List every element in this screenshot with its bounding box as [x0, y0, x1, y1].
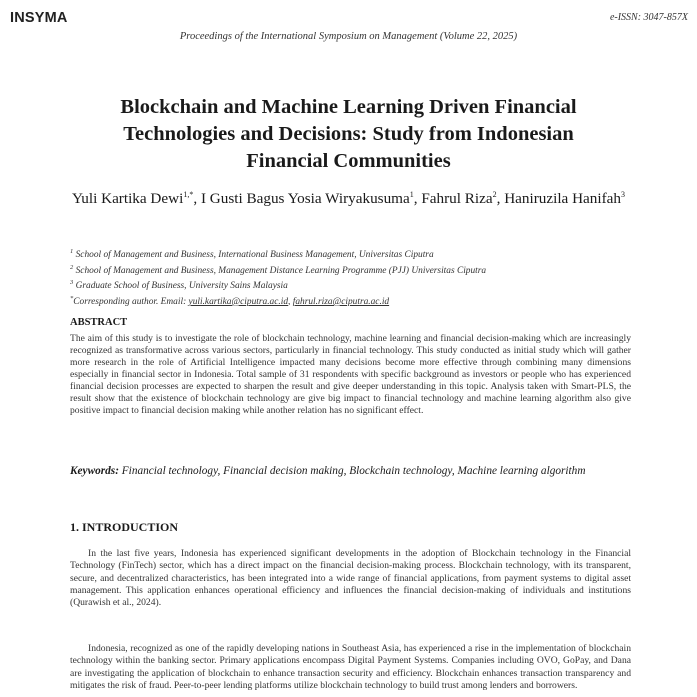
body-paragraph: In the last five years, Indonesia has experienced significant developments in the adoption of Blockchain technology in the Financial Technology (FinTech) sector, which has a direct impact on the financial decision-making process. Blockchain technology, with its transparent, secure, and decentralized characteristics, has been integrated into a wide range of financial applications, from payment systems to digital asset management. This application enhances operational efficiency and influences the financial decision-making of individuals and institutions (Qurawish et al., 2024).	[70, 548, 631, 609]
affiliation-text: School of Management and Business, International Business Management, Universitas Ciputra	[75, 250, 434, 261]
abstract-body: The aim of this study is to investigate the role of blockchain technology, machine learning and financial decision-making which are increasingly recognized as transformative across various sectors, particularly in financial technology. This study conducted as initial study which will gather more research in the role of Artificial Intelligence impacted many decisions become more effective through combining many dimensions especially in financial sector in Indonesia. Total sample of 31 respondents with specific background as investors or people who has experienced financial decision processes are expected to sharpen the result and give deeper understanding in this topic. Analysis taken with Smart-PLS, the result show that the existence of blockchain technology are give big impact to financial technology and machine learning algorithm also give positive impact to financial decision making while another relation has no significant effect.	[70, 333, 631, 416]
corresponding-mark: *	[70, 294, 74, 302]
affiliations	[70, 246, 657, 309]
title-line: Blockchain and Machine Learning Driven Financial	[120, 96, 577, 118]
title-line: Financial Communities	[246, 150, 451, 172]
keywords-label: Keywords:	[70, 465, 119, 477]
keywords-text: Financial technology, Financial decision making, Blockchain technology, Machine learning algorithm	[118, 465, 586, 477]
email-link[interactable]: fahrul.riza@ciputra.ac.id	[292, 297, 390, 307]
affiliation-mark: 2	[70, 263, 74, 271]
author-affiliation-mark: 1,*	[183, 190, 194, 199]
author-affiliation-mark: 1	[409, 190, 414, 199]
affiliation-mark: 1	[70, 248, 74, 255]
proceedings-line: Proceedings of the International Symposium on Management (Volume 22, 2025)	[179, 31, 518, 42]
author-name: I Gusti Bagus Yosia Wiryakusuma	[200, 190, 410, 208]
section-heading-introduction: 1. INTRODUCTION	[70, 520, 179, 534]
affiliation-line	[70, 262, 657, 278]
author-name: Yuli Kartika Dewi	[71, 190, 184, 208]
author-name: Fahrul Riza	[421, 190, 493, 208]
affiliation-line	[70, 246, 657, 262]
affiliation-mark: 3	[70, 279, 74, 287]
title-line: Technologies and Decisions: Study from Indonesian	[123, 123, 574, 145]
affiliation-text: Graduate School of Business, University Sains Malaysia	[75, 281, 288, 292]
affiliation-line	[70, 277, 657, 293]
author-affiliation-mark: 2	[492, 190, 497, 199]
corresponding-author-line	[70, 293, 657, 309]
author-list: Yuli Kartika Dewi$^{1,*}$, I Gusti Bagus Yosia Wiryakusuma$^1$, Fahrul Riza$^2$, Haniruzila Hanifah$^3$	[71, 190, 625, 208]
body-paragraph: Indonesia, recognized as one of the rapidly developing nations in Southeast Asia, has experienced a rise in the implementation of blockchain technology within the banking sector. Primary applications encompass Digital Payment Systems. Companies including OVO, GoPay, and Dana are investigating the application of blockchain to enhance transaction security and efficiency. Blockchain enhances transaction transparency and mitigates the risk of fraud. Peer-to-peer lending platforms utilize blockchain technology to build trust among lenders and borrowers.	[70, 643, 631, 691]
abstract-heading: ABSTRACT	[70, 317, 128, 328]
issn: e-ISSN: 3047-857X	[609, 12, 688, 23]
author-affiliation-mark: 3	[621, 190, 625, 199]
affiliation-text: School of Management and Business, Management Distance Learning Programme (PJJ) Universitas Ciputra	[75, 265, 487, 276]
author-name: Haniruzila Hanifah	[504, 190, 621, 208]
logo-text: INSYMA	[10, 10, 68, 26]
insyma-logo	[10, 10, 68, 26]
paper-title	[40, 94, 657, 175]
email-link[interactable]: yuli.kartika@ciputra.ac.id	[188, 297, 289, 307]
email-separator: ,	[288, 297, 293, 307]
corresponding-label: Corresponding author. Email:	[73, 297, 189, 307]
keywords	[70, 464, 631, 479]
